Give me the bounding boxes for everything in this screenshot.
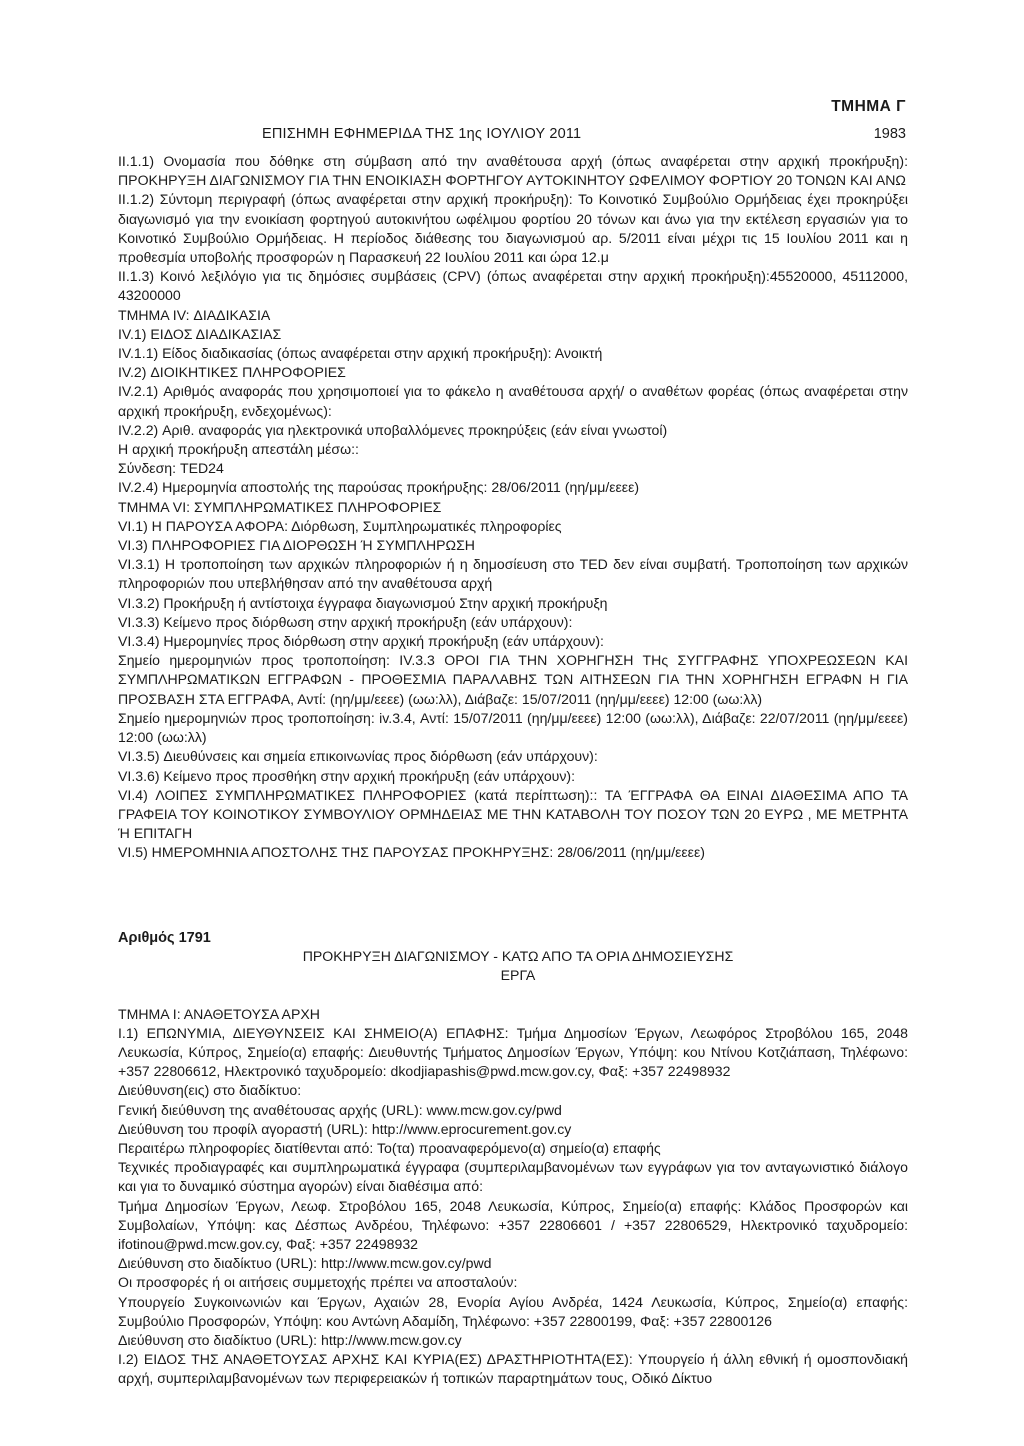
notice-number: Αριθμός 1791 (118, 929, 211, 946)
section-gap (118, 863, 908, 927)
paragraph: Σύνδεση: TED24 (118, 460, 224, 477)
paragraph: IV.2.4) Ημερομηνία αποστολής της παρούσας προκήρυξης: 28/06/2011 (ηη/μμ/εεεε) (118, 479, 640, 496)
paragraph: VI.3) ΠΛΗΡΟΦΟΡΙΕΣ ΓΙΑ ΔΙΟΡΘΩΣΗ Ή ΣΥΜΠΛΗΡΩΣΗ (118, 537, 475, 554)
paragraph: VI.3.2) Προκήρυξη ή αντίστοιχα έγγραφα διαγωνισμού Στην αρχική προκήρυξη (118, 594, 608, 611)
gazette-title: ΕΠΙΣΗΜΗ ΕΦΗΜΕΡΙΔΑ ΤΗΣ 1ης ΙΟΥΛΙΟΥ 2011 (262, 126, 582, 142)
paragraph: ΤΜΗΜΑ IV: ΔΙΑΔΙΚΑΣΙΑ (118, 306, 271, 323)
paragraph: IV.2.2) Αριθ. αναφοράς για ηλεκτρονικά υποβαλλόμενες προκηρύξεις (εάν είναι γνωστοί) (118, 421, 668, 438)
paragraph: ΙΙ.1.2) Σύντομη περιγραφή (όπως αναφέρεται στην αρχική προκήρυξη): Το Κοινοτικό Συμβούλιο Ορμήδειας έχει προκηρύξει διαγωνισμό για την ενοικίαση φορτηγού αυτοκινήτου ωφέλιμου φορτίου 20 τόνων και άνω για την εκτέλεση εργασιών για το Κοινοτικό Συμβούλιο Ορμήδειας. Η περίοδος διάθεσης του διαγωνισμού αρ. 5/2011 είναι μέχρι τις 15 Ιουλίου 2011 και η προθεσμία υποβολής προσφορών η Παρασκευή 22 Ιουλίου 2011 και ώρα 12.μ (118, 191, 908, 266)
paragraph: Τεχνικές προδιαγραφές και συμπληρωματικά έγγραφα (συμπεριλαμβανομένων των εγγράφων για τον ανταγωνιστικό διάλογο και για το δυναμικό σύστημα αγορών) είναι διαθέσιμα από: (118, 1159, 908, 1195)
notice-title-line-1: ΠΡΟΚΗΡΥΞΗ ΔΙΑΓΩΝΙΣΜΟΥ - ΚΑΤΩ ΑΠΟ ΤΑ ΟΡΙΑ ΔΗΜΟΣΙΕΥΣΗΣ (302, 947, 734, 964)
tender-notice (118, 1005, 908, 1389)
paragraph: VI.4) ΛΟΙΠΕΣ ΣΥΜΠΛΗΡΩΜΑΤΙΚΕΣ ΠΛΗΡΟΦΟΡΙΕΣ (κατά περίπτωση):: ΤΑ ΈΓΓΡΑΦΑ ΘΑ ΕΙΝΑΙ ΔΙΑΘΕΣΙΜΑ ΑΠΟ ΤΑ ΓΡΑΦΕΙΑ ΤΟΥ ΚΟΙΝΟΤΙΚΟΥ ΣΥΜΒΟΥΛΙΟΥ ΟΡΜΗΔΕΙΑΣ ΜΕ ΤΗΝ ΚΑΤΑΒΟΛΗ ΤΟΥ ΠΟΣΟΥ ΤΩΝ 20 ΕΥΡΩ , ΜΕ ΜΕΤΡΗΤΑ Ή ΕΠΙΤΑΓΗ (118, 786, 908, 842)
paragraph: Υπουργείο Συγκοινωνιών και Έργων, Αχαιών 28, Ενορία Αγίου Ανδρέα, 1424 Λευκωσία, Κύπρος, Σημείο(α) επαφής: Συμβούλιο Προσφορών, Υπόψη: κου Αντώνη Αδαμίδη, Τηλέφωνο: +357 22800199, Φαξ: +357 22800126 (118, 1293, 908, 1329)
notice-header (118, 929, 908, 987)
paragraph: Ι.1) ΕΠΩΝΥΜΙΑ, ΔΙΕΥΘΥΝΣΕΙΣ ΚΑΙ ΣΗΜΕΙΟ(Α) ΕΠΑΦΗΣ: Τμήμα Δημοσίων Έργων, Λεωφόρος Στροβόλου 165, 2048 Λευκωσία, Κύπρος, Σημείο(α) επαφής: Διευθυντής Τμήματος Δημοσίων Έργων, Υπόψη: κου Ντίνου Κοτζιάπαση, Τηλέφωνο: +357 22806612, Ηλεκτρονικό ταχυδρομείο: dkodjiapashis@pwd.mcw.gov.cy, Φαξ: +357 22498932 (118, 1024, 908, 1080)
paragraph: Διεύθυνση στο διαδίκτυο (URL): http://www.mcw.gov.cy/pwd (118, 1255, 492, 1272)
paragraph: Ι.2) ΕΙΔΟΣ ΤΗΣ ΑΝΑΘΕΤΟΥΣΑΣ ΑΡΧΗΣ ΚΑΙ ΚΥΡΙΑ(ΕΣ) ΔΡΑΣΤΗΡΙΟΤΗΤΑ(ΕΣ): Υπουργείο ή άλλη εθνική ή ομοσπονδιακή αρχή, συμπεριλαμβανομένων των περιφερειακών ή τοπικών παραρτημάτων τους, Οδικό Δίκτυο (118, 1351, 908, 1387)
paragraph: IV.1.1) Είδος διαδικασίας (όπως αναφέρεται στην αρχική προκήρυξη): Ανοικτή (118, 345, 603, 362)
paragraph: VI.5) ΗΜΕΡΟΜΗΝΙΑ ΑΠΟΣΤΟΛΗΣ ΤΗΣ ΠΑΡΟΥΣΑΣ ΠΡΟΚΗΡΥΞΗΣ: 28/06/2011 (ηη/μμ/εεεε) (118, 844, 705, 861)
paragraph: Γενική διεύθυνση της αναθέτουσας αρχής (URL): www.mcw.gov.cy/pwd (118, 1101, 562, 1118)
paragraph: IV.1) ΕΙΔΟΣ ΔΙΑΔΙΚΑΣΙΑΣ (118, 325, 282, 342)
paragraph: ΙΙ.1.1) Ονομασία που δόθηκε στη σύμβαση από την αναθέτουσα αρχή (όπως αναφέρεται στην αρχική προκήρυξη): ΠΡΟΚΗΡΥΞΗ ΔΙΑΓΩΝΙΣΜΟΥ ΓΙΑ ΤΗΝ ΕΝΟΙΚΙΑΣΗ ΦΟΡΤΗΓΟΥ ΑΥΤΟΚΙΝΗΤΟΥ ΩΦΕΛΙΜΟΥ ΦΟΡΤΙΟΥ 20 ΤΟΝΩΝ ΚΑΙ ΑΝΩ (118, 153, 908, 189)
paragraph: Οι προσφορές ή οι αιτήσεις συμμετοχής πρέπει να αποσταλούν: (118, 1274, 518, 1291)
paragraph: VI.3.1) Η τροποποίηση των αρχικών πληροφοριών ή η δημοσίευση στο TED δεν είναι συμβατή. Τροποποίηση των αρχικών πληροφοριών που υπεβλήθησαν από την αναθέτουσα αρχή (118, 556, 908, 592)
paragraph: Η αρχική προκήρυξη απεστάλη μέσω:: (118, 441, 359, 458)
paragraph: VI.3.6) Κείμενο προς προσθήκη στην αρχική προκήρυξη (εάν υπάρχουν): (118, 767, 576, 784)
paragraph: IV.2) ΔΙΟΙΚΗΤΙΚΕΣ ΠΛΗΡΟΦΟΡΙΕΣ (118, 364, 346, 381)
notice-title (238, 947, 798, 985)
paragraph: ΤΜΗΜΑ Ι: ΑΝΑΘΕΤΟΥΣΑ ΑΡΧΗ (118, 1005, 320, 1022)
page-number: 1983 (873, 126, 906, 142)
paragraph: ΙΙ.1.3) Κοινό λεξιλόγιο για τις δημόσιες συμβάσεις (CPV) (όπως αναφέρεται στην αρχική προκήρυξη):45520000, 45112000, 43200000 (118, 268, 908, 304)
paragraph: Σημείο ημερομηνιών προς τροποποίηση: IV.3.3 ΟΡΟΙ ΓΙΑ ΤΗΝ ΧΟΡΗΓΗΣΗ ΤΗς ΣΥΓΓΡΑΦΗΣ ΥΠΟΧΡΕΩΣΕΩΝ ΚΑΙ ΣΥΜΠΛΗΡΩΜΑΤΙΚΩΝ ΕΓΓΡΑΦΩΝ - ΠΡΟΘΕΣΜΙΑ ΠΑΡΑΛΑΒΗΣ ΤΩΝ ΑΙΤΗΣΕΩΝ ΓΙΑ ΤΗΝ ΧΟΡΗΓΗΣΗ ΕΓΡΑΦΝ Η ΓΙΑ ΠΡΟΣΒΑΣΗ ΣΤΑ ΕΓΓΡΑΦΑ, Αντί: (ηη/μμ/εεεε) (ωω:λλ), Διάβαζε: 15/07/2011 (ηη/μμ/εεεε) 12:00 (ωω:λλ) (118, 652, 908, 707)
paragraph: VI.3.3) Κείμενο προς διόρθωση στην αρχική προκήρυξη (εάν υπάρχουν): (118, 613, 573, 630)
paragraph: Περαιτέρω πληροφορίες διατίθενται από: Το(τα) προαναφερόμενο(α) σημείο(α) επαφής (118, 1139, 661, 1156)
title-gap (118, 987, 908, 1005)
paragraph: Διεύθυνση(εις) στο διαδίκτυο: (118, 1082, 302, 1099)
corrigendum-notice (118, 152, 908, 863)
notice-title-line-2: ΕΡΓΑ (500, 966, 536, 983)
paragraph: Διεύθυνση στο διαδίκτυο (URL): http://www.mcw.gov.cy (118, 1331, 462, 1348)
paragraph: VI.3.4) Ημερομηνίες προς διόρθωση στην αρχική προκήρυξη (εάν υπάρχουν): (118, 633, 604, 650)
paragraph: IV.2.1) Αριθμός αναφοράς που χρησιμοποιεί για το φάκελο η αναθέτουσα αρχή/ ο αναθέτων φορέας (όπως αναφέρεται στην αρχική προκήρυξη, ενδεχομένως): (118, 383, 908, 419)
paragraph: Τμήμα Δημοσίων Έργων, Λεωφ. Στροβόλου 165, 2048 Λευκωσία, Κύπρος, Σημείο(α) επαφής: Κλάδος Προσφορών και Συμβολαίων, Υπόψη: κας Δέσπως Ανδρέου, Τηλέφωνο: +357 22806601 / +357 22806529, Ηλεκτρονικό ταχυδρομείο: ifotinou@pwd.mcw.gov.cy, Φαξ: +357 22498932 (118, 1197, 908, 1252)
document-body (118, 152, 908, 1389)
paragraph: Σημείο ημερομηνιών προς τροποποίηση: iv.3.4, Αντί: 15/07/2011 (ηη/μμ/εεεε) 12:00 (ωω:λλ), Διάβαζε: 22/07/2011 (ηη/μμ/εεεε) 12:00 (ωω:λλ) (118, 709, 908, 746)
section-label: ΤΜΗΜΑ Γ (831, 98, 906, 115)
paragraph: VI.1) Η ΠΑΡΟΥΣΑ ΑΦΟΡΑ: Διόρθωση, Συμπληρωματικές πληροφορίες (118, 517, 562, 534)
paragraph: Διεύθυνση του προφίλ αγοραστή (URL): http://www.eprocurement.gov.cy (118, 1120, 572, 1137)
paragraph: ΤΜΗΜΑ VI: ΣΥΜΠΛΗΡΩΜΑΤΙΚΕΣ ΠΛΗΡΟΦΟΡΙΕΣ (118, 498, 442, 515)
paragraph: VI.3.5) Διευθύνσεις και σημεία επικοινωνίας προς διόρθωση (εάν υπάρχουν): (118, 748, 598, 765)
